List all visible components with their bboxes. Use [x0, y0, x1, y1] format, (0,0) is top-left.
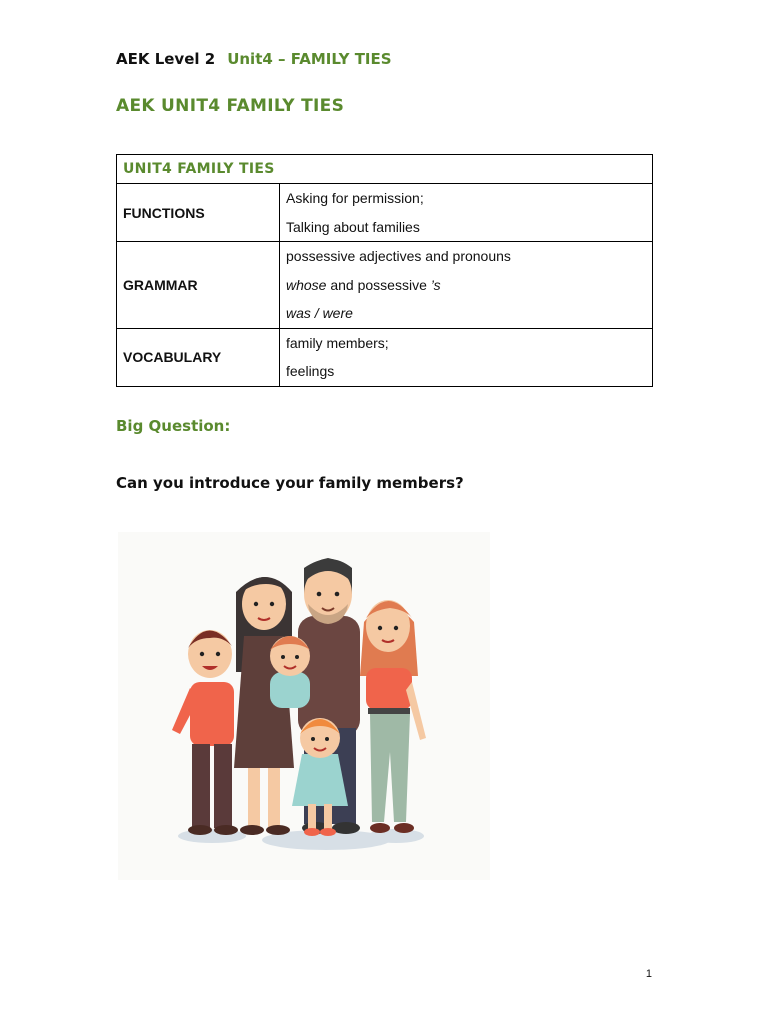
list-item: Talking about families — [286, 218, 420, 235]
unit-overview-table — [116, 154, 653, 387]
list-item: feelings — [286, 363, 335, 379]
row-items-functions — [280, 184, 653, 242]
list-item: Asking for permission; — [286, 190, 424, 206]
row-label-grammar: GRAMMAR — [117, 242, 280, 329]
table-heading: UNIT4 FAMILY TIES — [117, 155, 653, 184]
big-question-text: Can you introduce your family members? — [116, 474, 464, 492]
list-item — [286, 299, 646, 328]
grammar-apostrophe-s: ’s — [430, 276, 441, 293]
family-illustration — [118, 532, 490, 880]
list-item — [286, 271, 646, 300]
table-row-vocabulary — [117, 328, 653, 386]
page-title: AEK UNIT4 FAMILY TIES — [116, 96, 345, 116]
list-item: possessive adjectives and pronouns — [286, 248, 511, 264]
grammar-was-were: was / were — [286, 305, 353, 321]
row-label-vocabulary: VOCABULARY — [117, 328, 280, 386]
header-level: AEK Level 2 — [116, 50, 216, 68]
table-heading-row — [117, 155, 653, 184]
table-row-grammar — [117, 242, 653, 329]
page-number: 1 — [645, 968, 652, 980]
header-unit: Unit4 – FAMILY TIES — [227, 50, 392, 68]
row-items-vocabulary — [280, 328, 653, 386]
list-item: family members; — [286, 334, 389, 351]
big-question-label: Big Question: — [116, 417, 231, 435]
row-items-grammar — [280, 242, 653, 329]
running-header — [116, 50, 392, 68]
grammar-and-possessive: and possessive — [326, 276, 431, 293]
grammar-whose: whose — [286, 276, 327, 293]
row-label-functions: FUNCTIONS — [117, 184, 280, 242]
table-row-functions — [117, 184, 653, 242]
